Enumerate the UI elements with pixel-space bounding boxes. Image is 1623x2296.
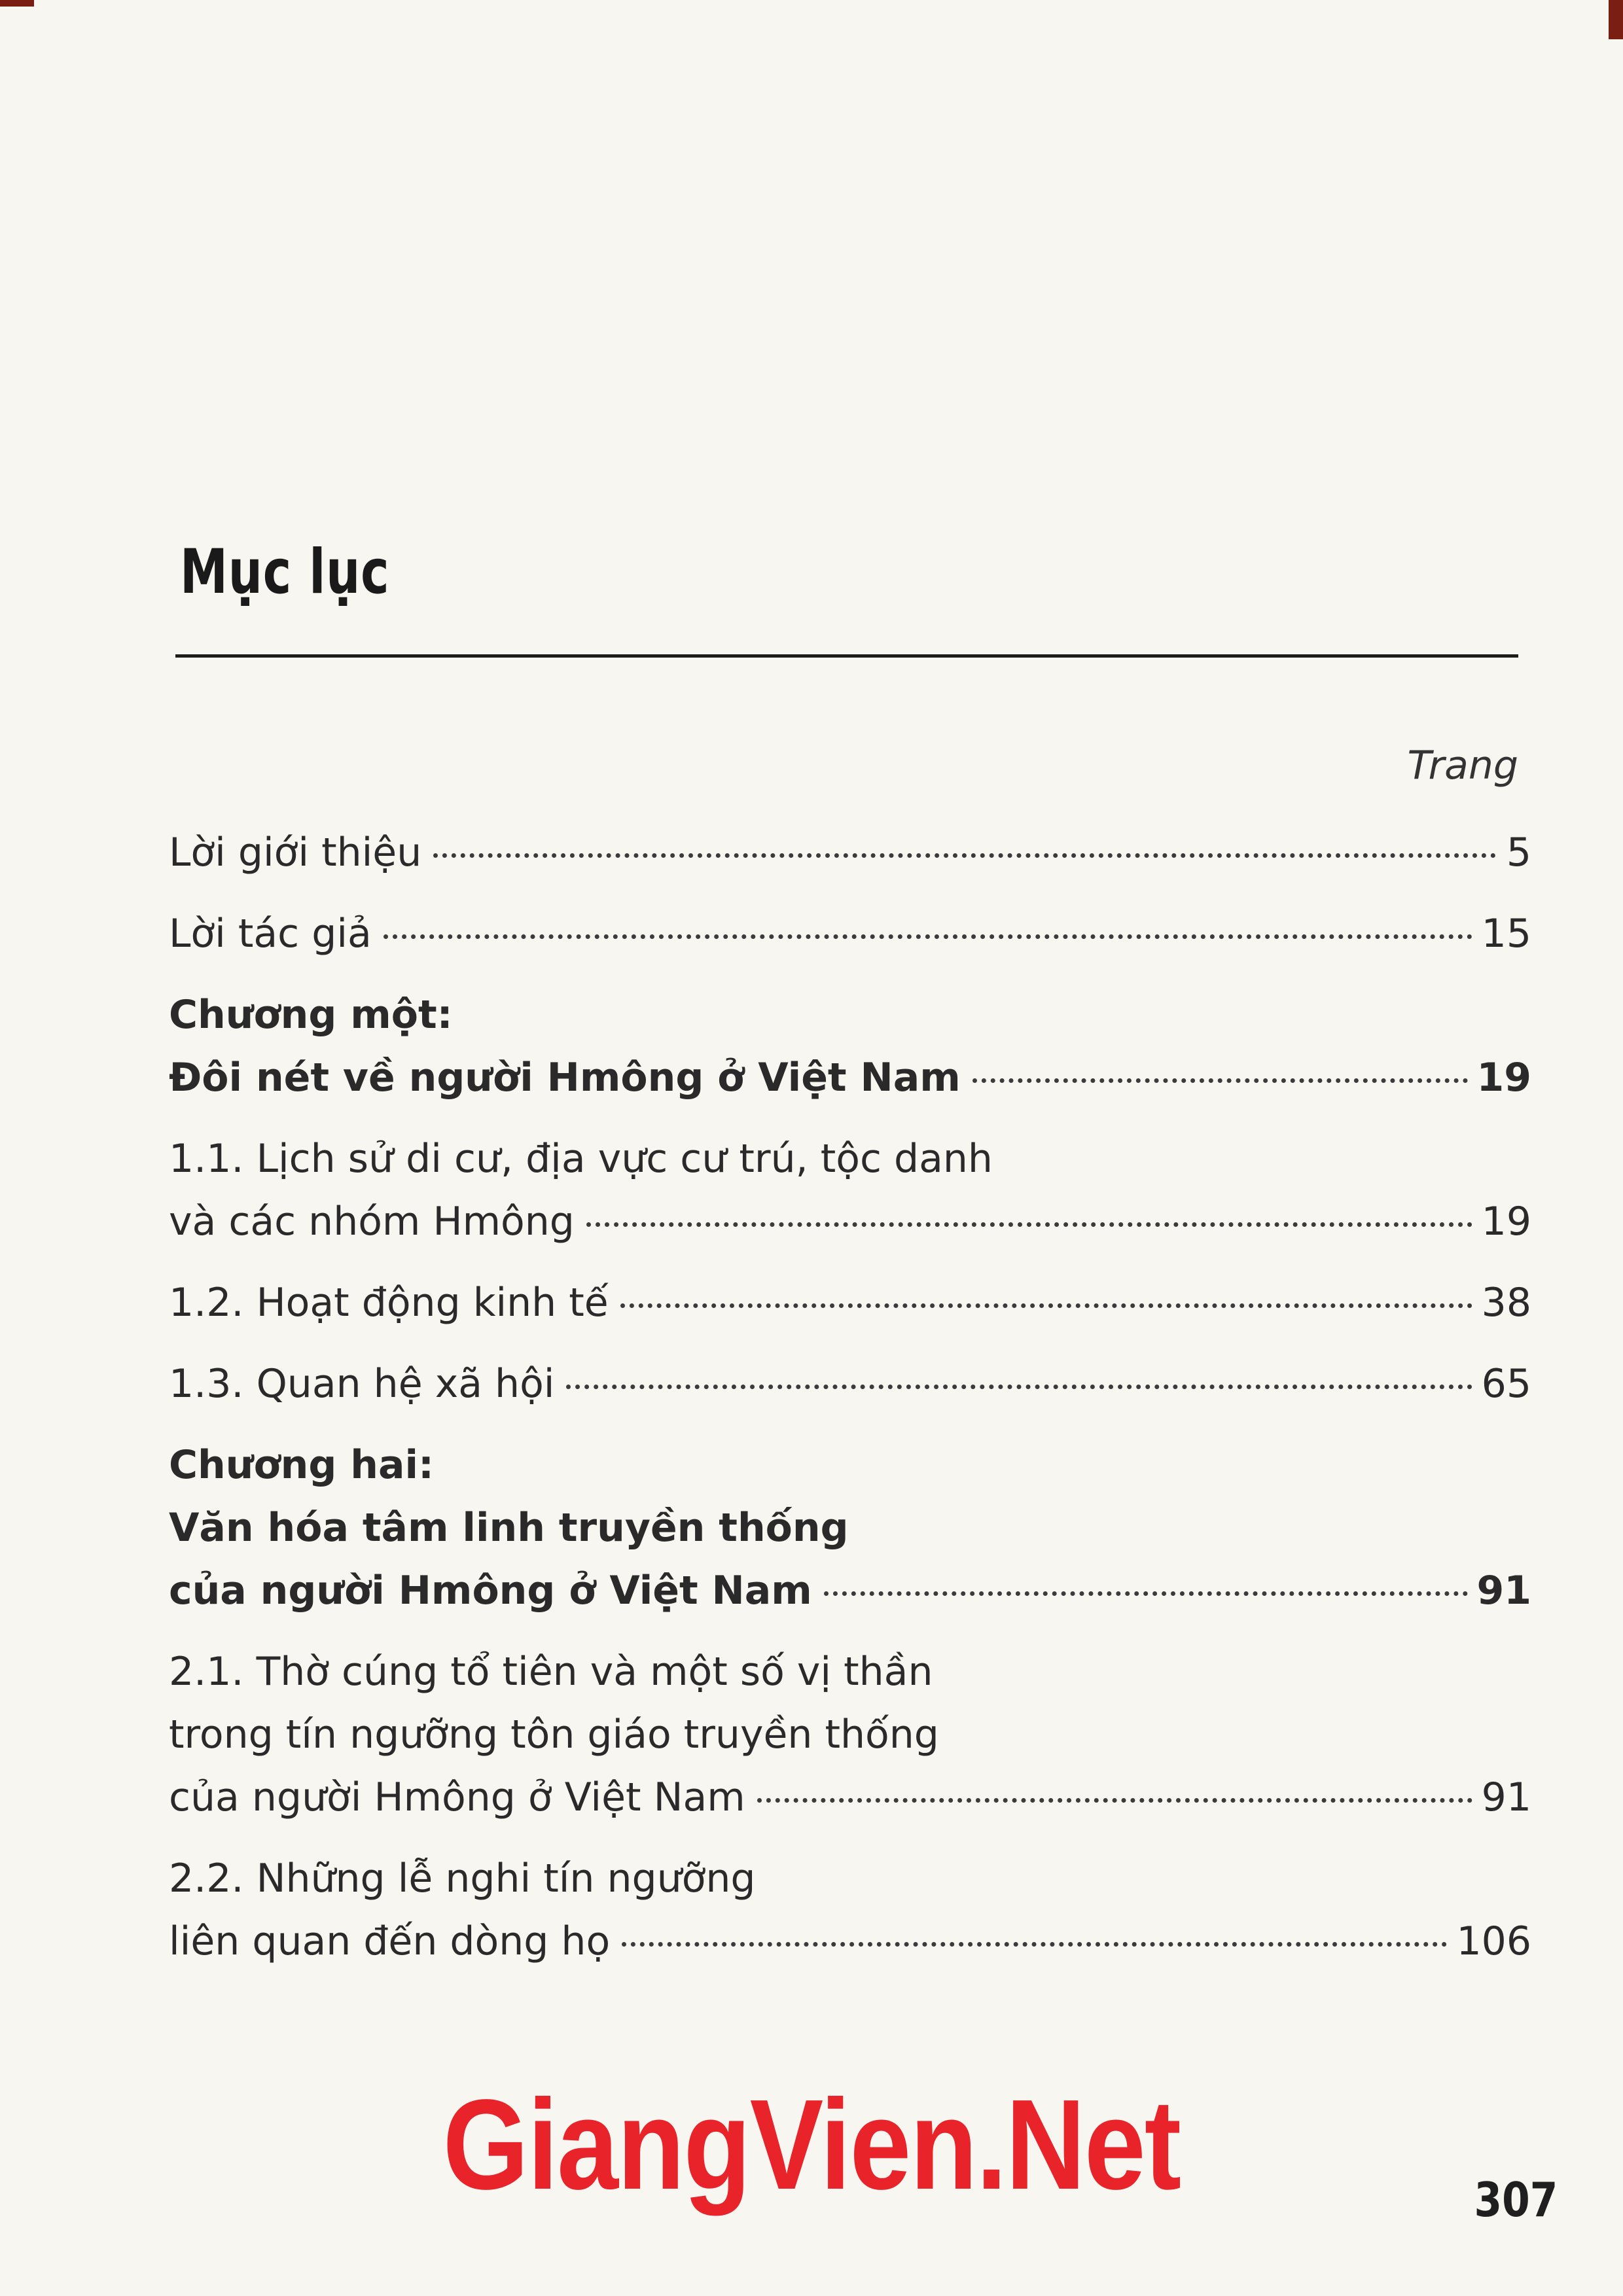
toc-entry-title-line: 1.1. Lịch sử di cư, địa vực cư trú, tộc danh [169, 1136, 993, 1182]
toc-entry [169, 902, 1531, 965]
toc-entry-title: Lời tác giả [169, 911, 372, 957]
toc-page-number: 15 [1481, 911, 1531, 957]
toc-entry-row [169, 821, 1531, 884]
dot-leader [824, 1591, 1468, 1596]
watermark-logo: GiangVien.Net [442, 2073, 1181, 2216]
table-of-contents [169, 821, 1531, 1991]
page-column-label: Trang [1407, 743, 1518, 788]
toc-entry-title: liên quan đến dòng họ [169, 1918, 611, 1964]
dot-leader [972, 1078, 1468, 1083]
toc-entry [169, 1434, 1531, 1622]
dot-leader [620, 1303, 1472, 1308]
toc-page-number: 91 [1476, 1568, 1531, 1614]
toc-entry-title-line: trong tín ngưỡng tôn giáo truyền thống [169, 1712, 939, 1757]
toc-entry-row [169, 902, 1531, 965]
toc-entry-row [169, 1271, 1531, 1334]
title-divider [175, 654, 1518, 658]
toc-entry-title: 1.2. Hoạt động kinh tế [169, 1280, 609, 1326]
toc-entry-row [169, 1910, 1531, 1973]
toc-entry-title: và các nhóm Hmông [169, 1199, 575, 1245]
toc-entry-title: Lời giới thiệu [169, 830, 422, 875]
page-edge-mark [0, 0, 34, 7]
toc-entry [169, 1271, 1531, 1334]
page-edge-mark [1609, 0, 1623, 39]
page-title: Mục lục [180, 537, 390, 608]
toc-entry-row [169, 1046, 1531, 1109]
toc-page-number: 91 [1481, 1775, 1531, 1820]
toc-entry-title-line: Văn hóa tâm linh truyền thống [169, 1505, 849, 1551]
toc-entry-row [169, 1766, 1531, 1829]
dot-leader [586, 1222, 1472, 1227]
toc-entry [169, 1127, 1531, 1253]
toc-entry-title: 1.3. Quan hệ xã hội [169, 1361, 555, 1407]
dot-leader [566, 1385, 1472, 1389]
toc-entry [169, 821, 1531, 884]
toc-entry-title: Đôi nét về người Hmông ở Việt Nam [169, 1055, 961, 1101]
toc-page-number: 19 [1476, 1055, 1531, 1101]
toc-page-number: 19 [1481, 1199, 1531, 1245]
toc-entry-title-line: 2.2. Những lễ nghi tín ngưỡng [169, 1856, 756, 1901]
toc-page-number: 5 [1506, 830, 1531, 875]
toc-entry-title-line: 2.1. Thờ cúng tổ tiên và một số vị thần [169, 1649, 933, 1695]
toc-page-number: 106 [1456, 1918, 1531, 1964]
dot-leader [383, 934, 1472, 939]
toc-entry-title: của người Hmông ở Việt Nam [169, 1568, 812, 1614]
toc-page-number: 65 [1481, 1361, 1531, 1407]
toc-entry-title-line: Chương hai: [169, 1442, 434, 1488]
page-number: 307 [1474, 2172, 1558, 2227]
toc-entry-title: của người Hmông ở Việt Nam [169, 1775, 745, 1820]
dot-leader [757, 1798, 1472, 1803]
toc-entry [169, 1352, 1531, 1415]
toc-entry [169, 1847, 1531, 1973]
dot-leader [433, 853, 1496, 858]
toc-entry-row [169, 1352, 1531, 1415]
toc-entry-row [169, 1190, 1531, 1253]
toc-page-number: 38 [1481, 1280, 1531, 1326]
toc-entry [169, 983, 1531, 1109]
toc-entry [169, 1640, 1531, 1829]
toc-entry-title-line: Chương một: [169, 992, 453, 1038]
toc-entry-row [169, 1559, 1531, 1622]
dot-leader [622, 1942, 1447, 1947]
